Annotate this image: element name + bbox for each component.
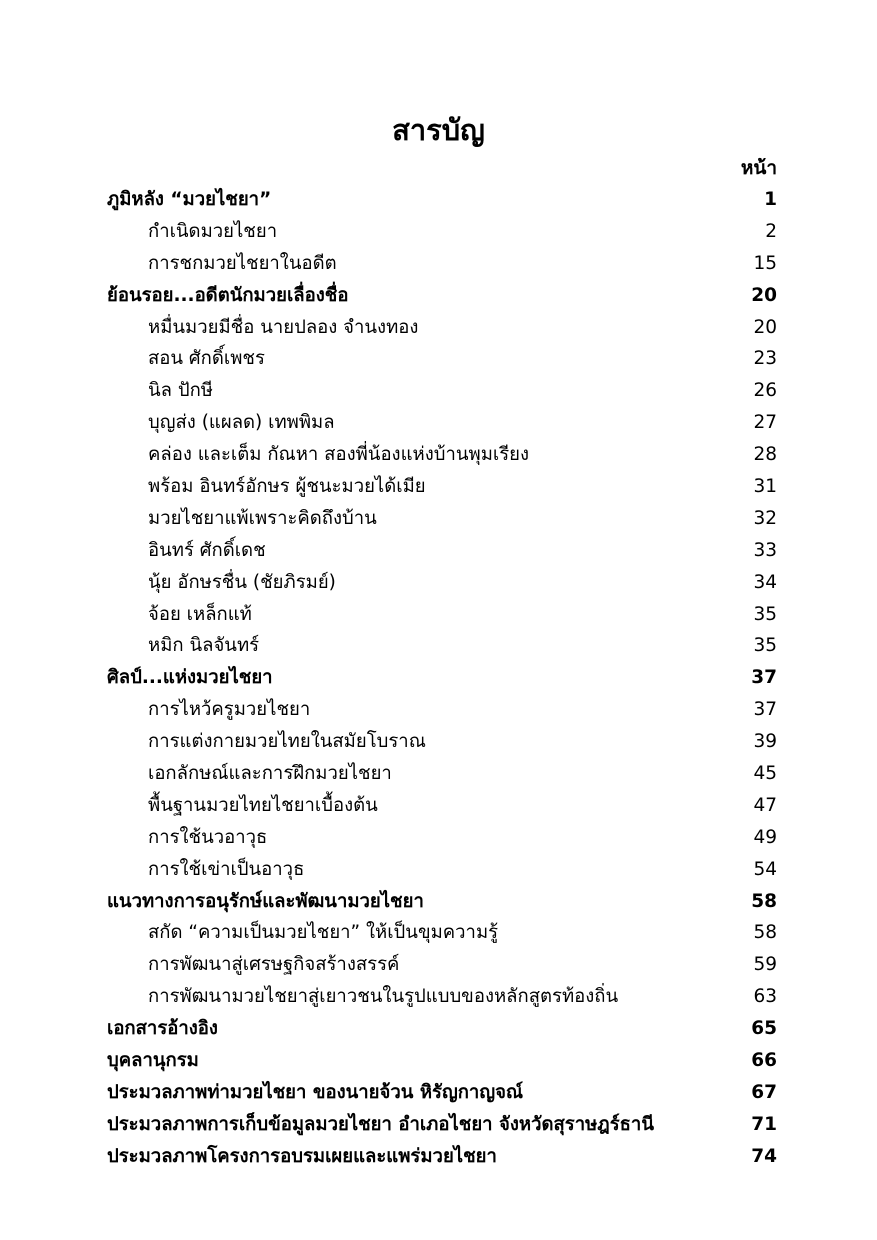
toc-entry-label: นุ้ย อักษรชื่น (ชัยภิรมย์) [148,571,336,593]
toc-subsection-entry [107,503,777,535]
toc-section-entry [107,886,777,918]
toc-entry-label: การแต่งกายมวยไทยในสมัยโบราณ [148,731,426,753]
toc-entry-page-number: 35 [753,603,777,625]
toc-entry-label: จ้อย เหล็กแท้ [148,603,252,625]
toc-section-entry [107,1045,777,1077]
toc-section-entry [107,662,777,694]
toc-section-entry [107,184,777,216]
toc-entry-page-number: 26 [753,380,777,402]
toc-entry-page-number: 47 [753,794,777,816]
toc-entry-page-number: 58 [753,922,777,944]
toc-subsection-entry [107,854,777,886]
toc-entry-page-number: 23 [753,348,777,370]
toc-entry-page-number: 15 [753,252,777,274]
toc-section-entry [107,1077,777,1109]
toc-entry-label: กำเนิดมวยไชยา [148,220,278,242]
toc-subsection-entry [107,822,777,854]
toc-entry-page-number: 67 [751,1081,777,1103]
toc-subsection-entry [107,630,777,662]
toc-subsection-entry [107,726,777,758]
page-column-header: หน้า [740,157,777,179]
toc-subsection-entry [107,758,777,790]
table-of-contents [107,184,777,1173]
toc-subsection-entry [107,790,777,822]
toc-entry-page-number: 32 [753,507,777,529]
toc-subsection-entry [107,599,777,631]
toc-entry-label: ประมวลภาพท่ามวยไชยา ของนายจ้วน หิรัญกาญจณ์ [107,1081,524,1103]
toc-entry-label: การใช้นวอาวุธ [148,826,268,848]
toc-subsection-entry [107,343,777,375]
toc-entry-label: หมื่นมวยมีชื่อ นายปลอง จำนงทอง [148,316,419,338]
toc-entry-page-number: 1 [764,189,777,210]
toc-entry-label: การพัฒนามวยไชยาสู่เยาวชนในรูปแบบของหลักสูตรท้องถิ่น [148,986,619,1008]
toc-entry-page-number: 20 [753,316,777,338]
toc-entry-page-number: 37 [753,699,777,721]
toc-entry-page-number: 71 [751,1113,777,1135]
toc-entry-label: เอกสารอ้างอิง [107,1018,218,1040]
toc-subsection-entry [107,407,777,439]
toc-section-entry [107,1109,777,1141]
toc-entry-page-number: 74 [751,1145,777,1167]
toc-subsection-entry [107,248,777,280]
toc-entry-label: พร้อม อินทร์อักษร ผู้ชนะมวยได้เมีย [148,476,426,498]
toc-entry-label: ประมวลภาพการเก็บข้อมูลมวยไชยา อำเภอไชยา จังหวัดสุราษฎร์ธานี [107,1113,654,1135]
toc-entry-label: อินทร์ ศักดิ์เดช [148,539,266,561]
toc-entry-label: สกัด “ความเป็นมวยไชยา” ให้เป็นขุมความรู้ [148,922,499,944]
toc-entry-page-number: 63 [753,986,777,1008]
toc-entry-label: สอน ศักดิ์เพชร [148,348,265,370]
toc-subsection-entry [107,567,777,599]
toc-entry-label: พื้นฐานมวยไทยไชยาเบื้องต้น [148,794,378,816]
toc-entry-label: แนวทางการอนุรักษ์และพัฒนามวยไชยา [107,890,424,912]
toc-subsection-entry [107,694,777,726]
toc-entry-label: บุคลานุกรม [107,1050,199,1072]
toc-entry-page-number: 65 [751,1018,777,1040]
toc-subsection-entry [107,439,777,471]
toc-subsection-entry [107,216,777,248]
toc-subsection-entry [107,471,777,503]
toc-entry-page-number: 27 [753,412,777,434]
toc-subsection-entry [107,312,777,344]
toc-subsection-entry [107,375,777,407]
page-title: สารบัญ [392,113,485,147]
toc-entry-page-number: 49 [753,826,777,848]
toc-entry-page-number: 34 [753,571,777,593]
toc-entry-label: คล่อง และเต็ม กัณหา สองพี่น้องแห่งบ้านพุมเรียง [148,444,530,466]
toc-subsection-entry [107,535,777,567]
toc-entry-label: บุญส่ง (แผลด) เทพพิมล [148,412,335,434]
toc-entry-page-number: 45 [753,763,777,785]
toc-entry-page-number: 2 [765,220,777,242]
toc-entry-label: นิล ปักษี [148,380,214,402]
toc-entry-page-number: 66 [751,1050,777,1072]
toc-section-entry [107,1141,777,1173]
toc-subsection-entry [107,981,777,1013]
toc-entry-label: การไหว้ครูมวยไชยา [148,699,311,721]
toc-section-entry [107,1013,777,1045]
toc-entry-page-number: 54 [753,858,777,880]
toc-section-entry [107,280,777,312]
toc-entry-page-number: 31 [753,476,777,498]
toc-entry-label: หมิก นิลจันทร์ [148,635,260,657]
toc-entry-page-number: 33 [753,539,777,561]
toc-subsection-entry [107,917,777,949]
toc-entry-page-number: 20 [751,284,777,306]
toc-entry-label: ภูมิหลัง “มวยไชยา” [107,189,272,210]
toc-entry-label: เอกลักษณ์และการฝึกมวยไชยา [148,763,392,785]
toc-entry-page-number: 58 [751,890,777,912]
toc-entry-label: การพัฒนาสู่เศรษฐกิจสร้างสรรค์ [148,954,400,976]
toc-entry-label: การชกมวยไชยาในอดีต [148,252,337,274]
page-column-header-row [107,152,777,184]
toc-entry-page-number: 59 [753,954,777,976]
toc-entry-label: ประมวลภาพโครงการอบรมเผยและแพร่มวยไชยา [107,1145,497,1167]
toc-subsection-entry [107,949,777,981]
toc-entry-label: ย้อนรอย...อดีตนักมวยเลื่องชื่อ [107,284,349,306]
toc-entry-page-number: 28 [753,444,777,466]
toc-entry-label: การใช้เข่าเป็นอาวุธ [148,858,305,880]
toc-entry-label: ศิลป์...แห่งมวยไชยา [107,667,273,689]
toc-entry-page-number: 35 [753,635,777,657]
toc-entry-label: มวยไชยาแพ้เพราะคิดถึงบ้าน [148,507,377,529]
toc-entry-page-number: 37 [751,667,777,689]
toc-entry-page-number: 39 [753,731,777,753]
